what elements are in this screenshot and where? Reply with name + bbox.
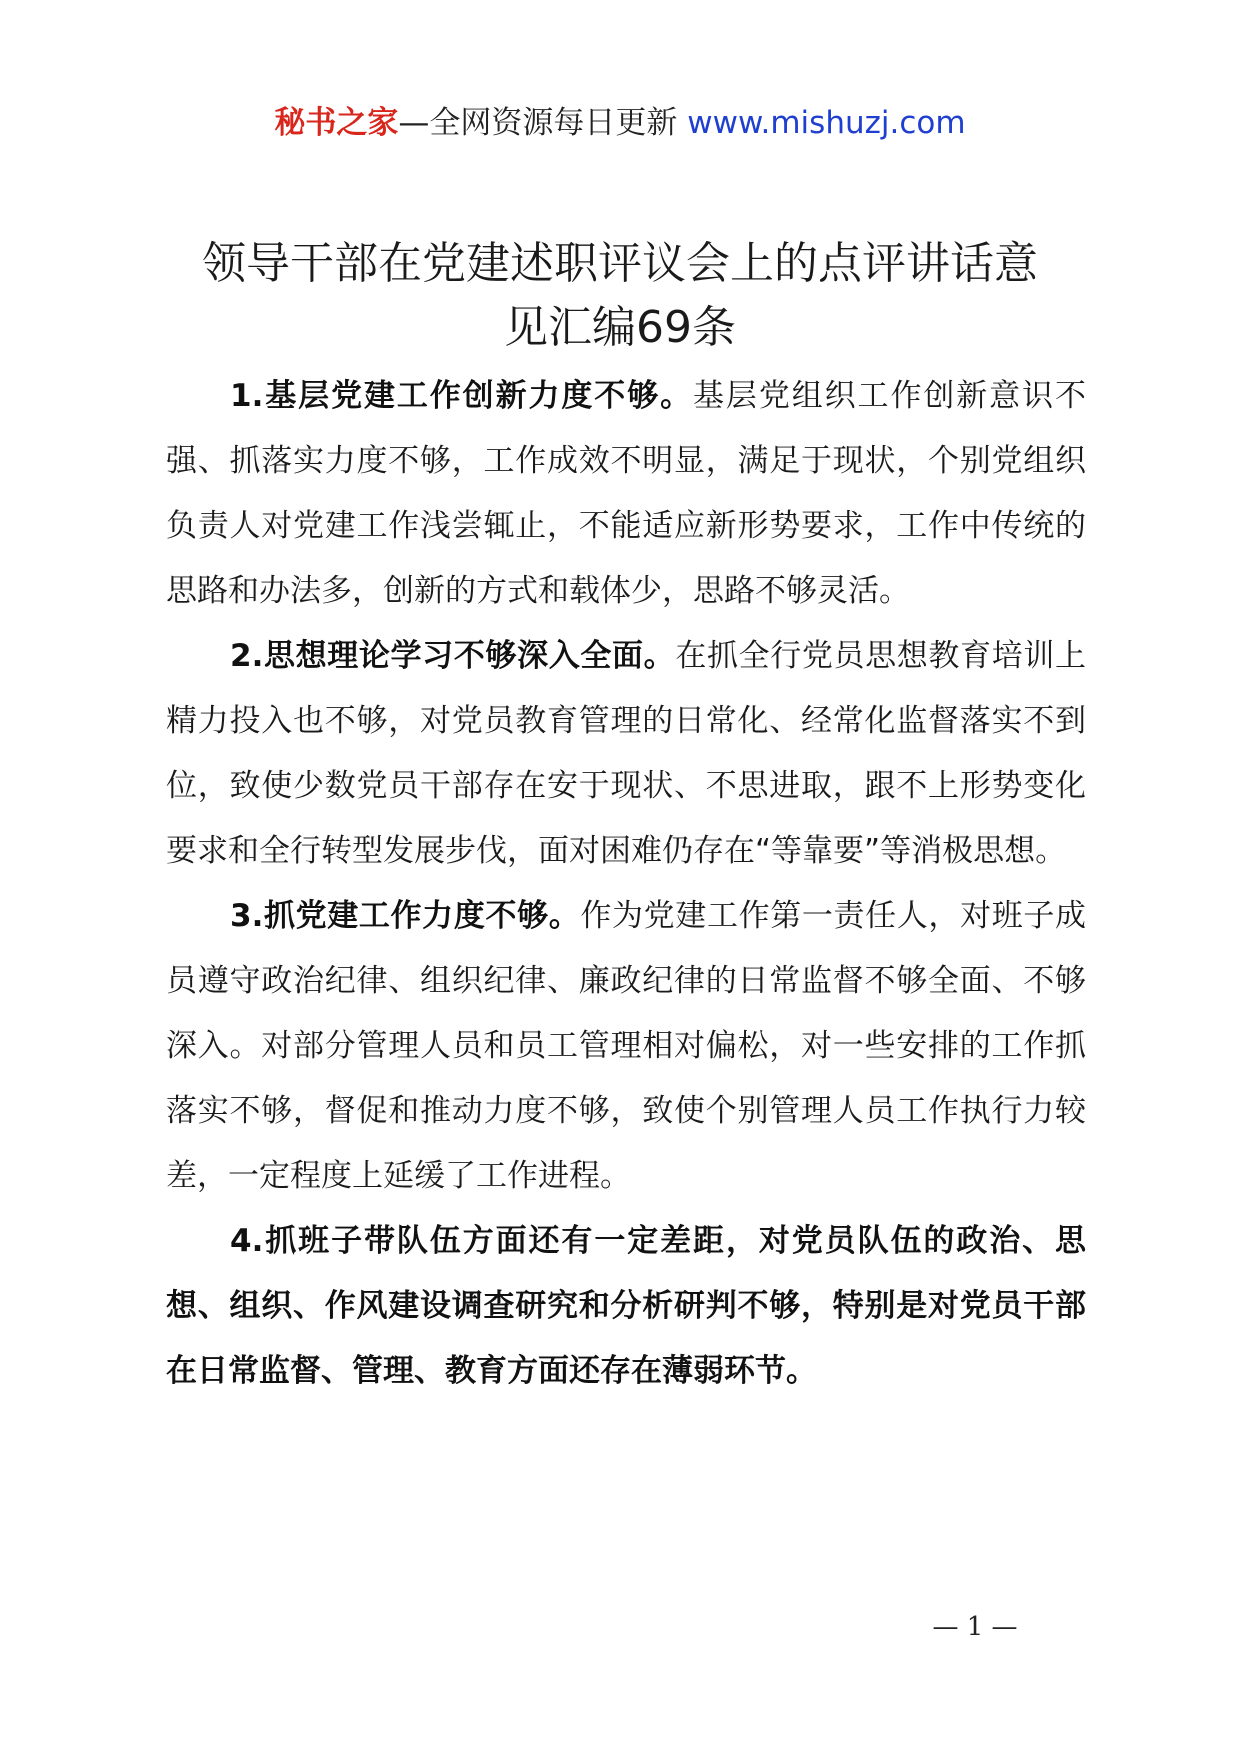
- paragraph-4-heading: 4.抓班子带队伍方面还有一定差距，对党员队伍的政治、思想、组织、作风建设调查研究和分析研判不够，特别是对党员干部在日常监督、管理、教育方面还存在薄弱环节。: [166, 1223, 1086, 1389]
- paragraph-4: [166, 1209, 1086, 1404]
- paragraph-1: [166, 364, 1086, 624]
- banner-url-link[interactable]: www.mishuzj.com: [687, 105, 966, 141]
- document-body: [166, 364, 1086, 1404]
- paragraph-3-heading: 3.抓党建工作力度不够。: [230, 898, 581, 934]
- paragraph-1-text: 基层党组织工作创新意识不强、抓落实力度不够，工作成效不明显，满足于现状，个别党组织负责人对党建工作浅尝辄止，不能适应新形势要求，工作中传统的思路和办法多，创新的方式和载体少，思路不够灵活。: [166, 378, 1086, 609]
- paragraph-3-text: 作为党建工作第一责任人，对班子成员遵守政治纪律、组织纪律、廉政纪律的日常监督不够全面、不够深入。对部分管理人员和员工管理相对偏松，对一些安排的工作抓落实不够，督促和推动力度不够，致使个别管理人员工作执行力较差，一定程度上延缓了工作进程。: [166, 898, 1086, 1194]
- paragraph-2-text: 在抓全行党员思想教育培训上精力投入也不够，对党员教育管理的日常化、经常化监督落实不到位，致使少数党员干部存在安于现状、不思进取，跟不上形势变化要求和全行转型发展步伐，面对困难仍存在“等靠要”等消极思想。: [166, 638, 1086, 869]
- paragraph-1-heading: 1.基层党建工作创新力度不够。: [230, 378, 694, 414]
- document-title-line-2: 见汇编69条: [504, 302, 736, 353]
- paragraph-2-heading: 2.思想理论学习不够深入全面。: [230, 638, 676, 674]
- document-title: [160, 232, 1080, 360]
- banner-tagline: —全网资源每日更新: [398, 105, 678, 141]
- banner-brand: 秘书之家: [274, 105, 399, 141]
- page-number: — 1 —: [932, 1612, 1018, 1642]
- paragraph-2: [166, 624, 1086, 884]
- paragraph-3: [166, 884, 1086, 1209]
- site-banner: [0, 100, 1240, 146]
- document-title-line-1: 领导干部在党建述职评议会上的点评讲话意: [202, 238, 1038, 289]
